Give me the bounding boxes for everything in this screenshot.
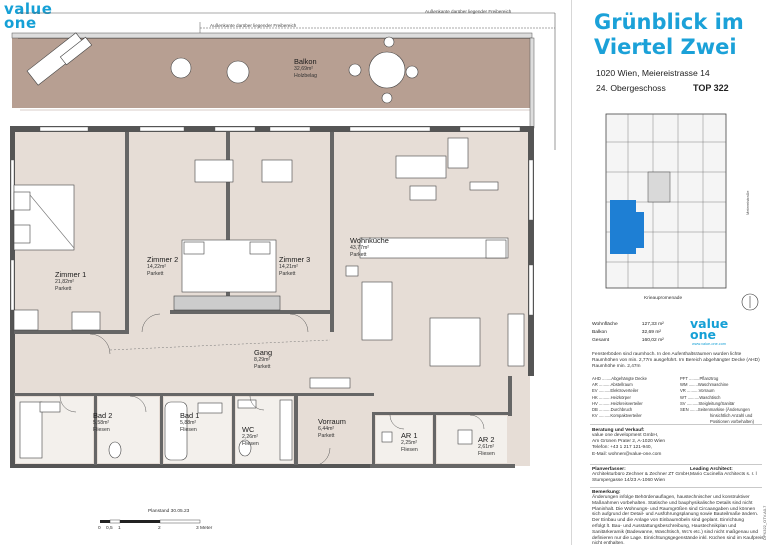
scale-label: 0 (98, 526, 101, 531)
area-label: Balkon (592, 330, 607, 335)
project-title (594, 10, 744, 60)
bemerkung-line: Änderungen infolge Behördenauflagen, haustechnischer und konstruktiver (592, 495, 750, 500)
contact-line: E-Mail: wohnen@value-one.com (592, 451, 662, 457)
planverfasser-heading: Planverfasser: (592, 467, 626, 472)
room-label-vorraum (318, 418, 346, 439)
room-name: AR 2 (478, 435, 495, 444)
area-row (592, 337, 666, 345)
leading-architect-line: Mario Cucinella Architects s. r. l (690, 472, 757, 477)
abbr-item: PFT .........Pflanztrog (680, 376, 719, 381)
abbr-item: AHD ........Abgehängte Decke (592, 376, 647, 381)
area-row (592, 321, 666, 329)
area-value: 160,02 m² (641, 338, 664, 343)
room-label-zimmer3 (279, 256, 310, 277)
abbreviations-right (680, 376, 754, 426)
balkon-name: Balkon (294, 57, 317, 66)
room-label-wc (242, 426, 259, 447)
room-floor: Parkett (147, 270, 164, 277)
room-floor: Fliesen (93, 426, 110, 433)
room-label-ar1 (401, 432, 418, 453)
fenster-note: Fensterböden sind raumhoch. In den Aufenthaltsräumen wurden lichte Raumhöhen von min. 2,77m ausgeführt. Im Bereich abgehängter Decke (AHD) Raumhöhe min. 2,47m (592, 352, 760, 370)
abbr-item: Positionen vorbehalten) (710, 419, 754, 425)
room-name: AR 1 (401, 431, 418, 440)
room-area: 2,25m² (401, 440, 418, 447)
room-area: 2,61m² (478, 444, 495, 451)
abbr-item: KV ..........Kompaktverteiler (592, 413, 642, 419)
contact-line: Telefon: +43 1 217 121-940, (592, 445, 652, 451)
room-name: Vorraum (318, 417, 346, 426)
room-label-bad1 (180, 412, 199, 433)
bemerkung-block (592, 490, 763, 547)
unit-highlight (610, 200, 636, 254)
value-one-logo-small (690, 318, 750, 340)
room-name: Zimmer 2 (147, 255, 179, 264)
bemerkung-heading: Bemerkung: (592, 490, 621, 495)
bemerkung-line: erfolgt lt. Bau- und Ausstattungsbeschreibung, Haustechnikplan und (592, 523, 737, 529)
abbreviations-left (592, 376, 647, 419)
abbr-item: WT ..........Waschtisch (680, 394, 721, 400)
logo-url: www.value-one.com (692, 342, 726, 346)
room-label-zimmer2 (147, 256, 178, 277)
bemerkung-line: Der Einbau und die Anlage von Einbaumöbeln sind geplant. Einrichtung (592, 518, 745, 524)
abbr-item: HV ..........Heizkreisverteiler (592, 400, 643, 406)
bemerkung-line: Sanitärkeramik (Badewanne, Waschtisch, Wc's etc.) sind nicht maßgenau und (592, 529, 759, 535)
bemerkung-line: Planinhalt. Die Wohnungs- und Raumgrößen sind Circaangaben und können (592, 506, 756, 512)
bemerkung-line: Maßnahmen vorbehalten. Statische und bauphysikalische Details sind nicht (592, 500, 753, 506)
planverfasser-line: Architekturbüro Zechner & Zechner ZT GmbH, (592, 472, 691, 477)
area-label: Wohnfläche (592, 322, 618, 327)
room-name: Wohnküche (350, 236, 389, 245)
abbr-item: hinsichtlich Anzahl und (710, 413, 753, 419)
room-area: 6,44m² (318, 426, 335, 433)
leading-architect-block (690, 467, 757, 478)
bemerkung-line: sich aufgrund der Detail- und Ausführungsplanung sowie Bauteilmaße ändern. (592, 512, 759, 518)
room-name: Zimmer 1 (55, 270, 87, 279)
abbr-item: AR ..........Abstellraum (592, 382, 633, 388)
area-value: 127,33 m² (641, 322, 664, 327)
side-code: DPX322_OTV.A0.7 (762, 505, 767, 540)
room-floor: Fliesen (180, 426, 197, 433)
room-label-bad2 (93, 412, 112, 433)
abbr-item: SV ..........Steigleitung/Sanitär (680, 400, 735, 406)
contact-line: Am Grünen Prater 2, A-1020 Wien (592, 439, 666, 445)
room-floor: Fliesen (242, 440, 259, 447)
scale-bar (100, 520, 200, 523)
room-area: 8,29m² (254, 357, 271, 364)
abbr-item: EV ..........Elektroverteiler (592, 388, 639, 394)
room-floor: Parkett (318, 432, 335, 439)
room-floor: Parkett (279, 270, 296, 277)
logo-small-line2: one (690, 327, 716, 342)
project-floor: 24. Obergeschoss (596, 83, 666, 93)
room-floor: Fliesen (401, 446, 418, 453)
area-label: Gesamt (592, 338, 610, 343)
balcony-area (12, 38, 530, 108)
abbr-item: DB ..........Durchbruch (592, 407, 633, 413)
room-floor: Parkett (350, 251, 367, 258)
room-floor: Parkett (254, 363, 271, 370)
abbr-item: WM ........Waschmaschine (680, 382, 729, 388)
bemerkung-line: definieren nur die Lage. Einrichtungsgegenstände inkl. Küchen sind im Kaufpreis (592, 535, 764, 541)
area-row (592, 329, 666, 337)
room-name: WC (242, 425, 255, 434)
logo-line2: one (4, 14, 37, 32)
abbr-item: VR ..........Vorraum (680, 388, 715, 394)
room-area: 5,58m² (93, 420, 110, 427)
balkon-label (294, 58, 317, 79)
scale-label: 0,5 (106, 526, 113, 531)
outer-freibereich-note: Außenkante darüber liegender Freibereich (425, 9, 512, 14)
project-address: 1020 Wien, Meiereistrasse 14 (596, 68, 710, 78)
contact-heading: Beratung und Verkauf: (592, 428, 645, 433)
room-label-zimmer1 (55, 271, 86, 292)
room-name: Gang (254, 348, 273, 357)
street-right-label: Meiereistraße (745, 190, 750, 215)
room-name: Zimmer 3 (279, 255, 311, 264)
room-area: 2,26m² (242, 434, 259, 441)
logo-small-line1: value (690, 316, 729, 331)
room-area: 14,22m² (147, 264, 167, 271)
room-area: 14,21m² (279, 264, 299, 271)
balkon-floor: Holzbelag (294, 72, 318, 79)
contact-line: value one development GmbH, (592, 433, 659, 438)
room-name: Bad 2 (93, 411, 113, 420)
scale-label: 2 (158, 526, 161, 531)
bemerkung-line: nicht enthalten. (592, 541, 625, 547)
room-name: Bad 1 (180, 411, 200, 420)
room-label-gang (254, 349, 272, 370)
key-plan (598, 112, 761, 317)
abbr-item: SEN .......Seitenmarkise (Änderungen (680, 407, 750, 413)
planstand: Planstand 30.05.23 (148, 509, 190, 514)
project-title-line2: Viertel Zwei (594, 35, 737, 59)
top-number: TOP 322 (693, 83, 729, 93)
room-area: 5,88m² (180, 420, 197, 427)
inner-freibereich-note: Außenkante darüber liegender Freibereich (210, 23, 297, 28)
divider (590, 487, 762, 488)
scale-label: 3 Meter (196, 526, 213, 531)
leading-architect-heading: Leading Architect: (690, 467, 733, 472)
logo-line1: value (4, 0, 53, 18)
room-label-wohnkueche (350, 237, 389, 258)
room-label-ar2 (478, 436, 495, 457)
planverfasser-block (592, 467, 691, 484)
room-floor: Parkett (55, 285, 72, 292)
divider (590, 464, 762, 465)
balkon-area: 32,69m² (294, 66, 314, 73)
project-title-line1: Grünblick im (594, 10, 744, 34)
room-area: 21,82m² (55, 279, 75, 286)
area-table (592, 321, 666, 345)
room-area: 43,77m² (350, 245, 370, 252)
area-value: 32,69 m² (641, 330, 662, 335)
scale-label: 1 (118, 526, 121, 531)
contact-block (592, 428, 665, 458)
divider (590, 424, 762, 425)
street-bottom-label: Krieaupromenade (644, 296, 683, 301)
abbr-item: HK ..........Heizkörper (592, 394, 631, 400)
room-floor: Fliesen (478, 450, 495, 457)
planverfasser-line: Stumpergasse 14/23 A-1060 Wien (592, 478, 666, 484)
